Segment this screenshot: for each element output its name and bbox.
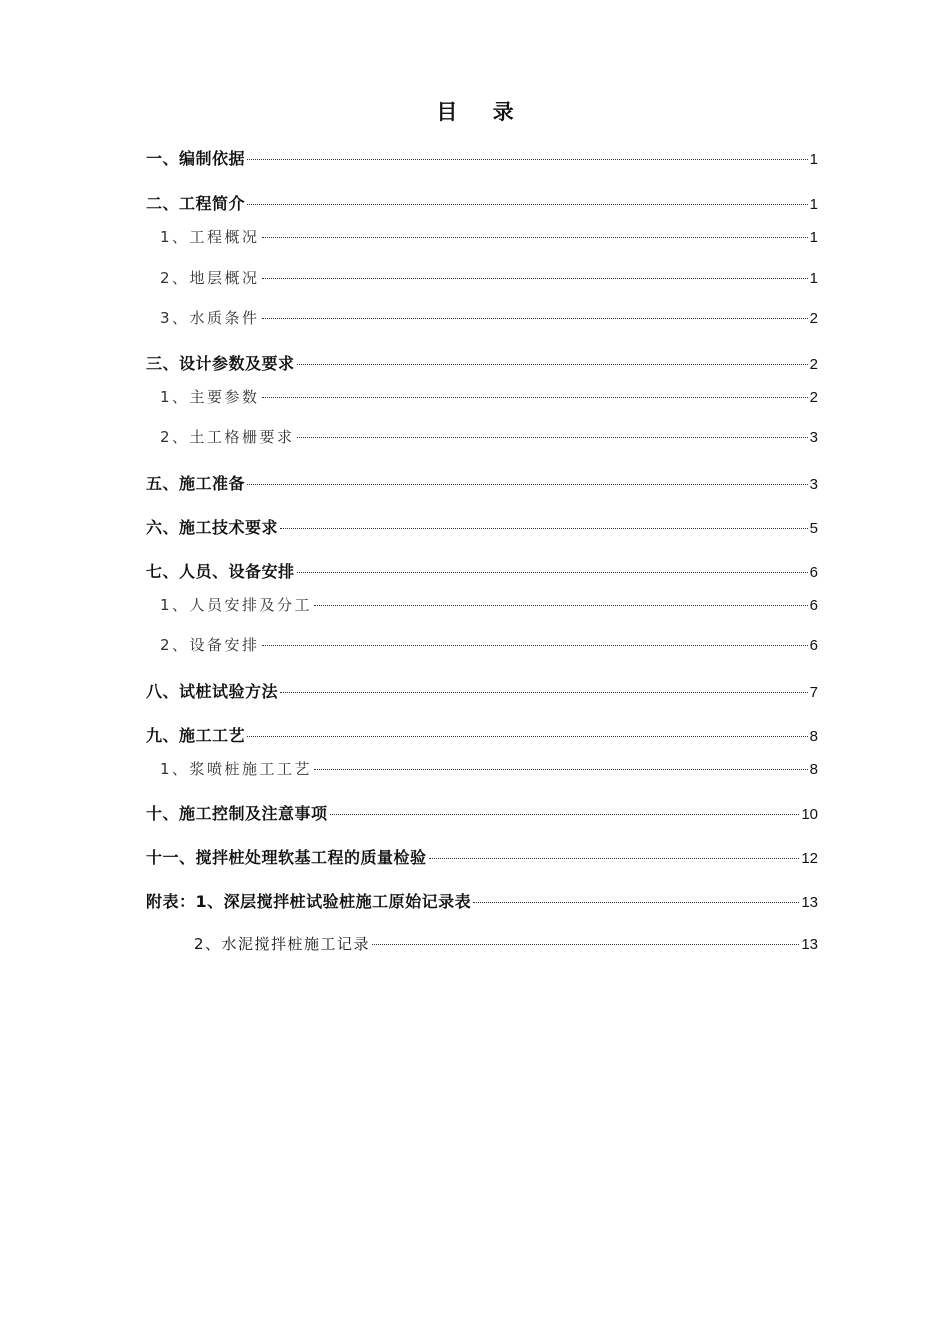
toc-entry-page-number: 5 [809, 520, 818, 537]
toc-entry-page-number: 1 [809, 229, 818, 246]
toc-entry-label: 附表：1、深层搅拌桩试验桩施工原始记录表 [146, 892, 472, 911]
toc-entry-page-number: 12 [801, 850, 818, 867]
toc-entry-page-number: 1 [809, 151, 818, 168]
toc-entry-strata-overview[interactable] [146, 267, 818, 288]
toc-entry-label: 1、工程概况 [160, 228, 260, 246]
dot-leader [262, 397, 808, 398]
toc-entry-label: 七、人员、设备安排 [146, 562, 295, 581]
toc-entry-personnel-assignment[interactable] [146, 594, 818, 615]
dot-leader [297, 437, 808, 438]
dot-leader [262, 237, 808, 238]
toc-entry-page-number: 10 [801, 806, 818, 823]
toc-entry-page-number: 2 [809, 310, 818, 327]
dot-leader [262, 278, 808, 279]
toc-entry-page-number: 1 [809, 196, 818, 213]
dot-leader [247, 204, 808, 205]
toc-entry-label: 十一、搅拌桩处理软基工程的质量检验 [146, 848, 427, 867]
toc-entry-label: 1、人员安排及分工 [160, 596, 313, 614]
toc-entry-construction-control[interactable] [146, 801, 818, 824]
toc-entry-label: 二、工程简介 [146, 194, 246, 213]
dot-leader [297, 364, 808, 365]
toc-entry-page-number: 2 [809, 356, 818, 373]
toc-entry-label: 三、设计参数及要求 [146, 354, 295, 373]
dot-leader [280, 692, 808, 693]
toc-entry-personnel-equipment[interactable] [146, 559, 818, 582]
toc-entry-label: 1、浆喷桩施工工艺 [160, 760, 313, 778]
toc-entry-page-number: 3 [809, 429, 818, 446]
toc-entry-water-conditions[interactable] [146, 307, 818, 328]
dot-leader [280, 528, 808, 529]
toc-entry-equipment-arrangement[interactable] [146, 634, 818, 655]
dot-leader [247, 159, 808, 160]
toc-entry-geogrid-requirements[interactable] [146, 426, 818, 447]
toc-entry-project-overview[interactable] [146, 226, 818, 247]
dot-leader [372, 944, 799, 945]
dot-leader [330, 814, 800, 815]
toc-entry-page-number: 13 [801, 936, 818, 953]
dot-leader [314, 605, 808, 606]
toc-entry-grout-pile-process[interactable] [146, 758, 818, 779]
dot-leader [262, 318, 808, 319]
toc-entry-construction-preparation[interactable] [146, 471, 818, 494]
toc-entry-main-parameters[interactable] [146, 386, 818, 407]
toc-entry-test-pile-method[interactable] [146, 679, 818, 702]
toc-entry-quality-inspection[interactable] [146, 845, 818, 868]
toc-entry-compilation-basis[interactable] [146, 146, 818, 169]
toc-entry-page-number: 2 [809, 389, 818, 406]
toc-entry-appendix-test-pile-record[interactable] [146, 889, 818, 912]
toc-entry-label: 六、施工技术要求 [146, 518, 279, 537]
dot-leader [247, 484, 808, 485]
toc-entry-label: 八、试桩试验方法 [146, 682, 279, 701]
toc-entry-page-number: 3 [809, 476, 818, 493]
dot-leader [314, 769, 808, 770]
toc-entry-page-number: 8 [809, 761, 818, 778]
toc-entry-label: 2、地层概况 [160, 269, 260, 287]
toc-entry-appendix-cement-pile-record[interactable] [146, 933, 818, 954]
toc-entry-page-number: 1 [809, 270, 818, 287]
dot-leader [473, 902, 799, 903]
toc-entry-page-number: 6 [809, 564, 818, 581]
toc-entry-page-number: 13 [801, 894, 818, 911]
toc-entry-label: 3、水质条件 [160, 309, 260, 327]
dot-leader [247, 736, 808, 737]
toc-entry-construction-process[interactable] [146, 723, 818, 746]
toc-entry-label: 2、设备安排 [160, 636, 260, 654]
toc-title: 目 录 [436, 100, 528, 124]
toc-entry-page-number: 8 [809, 728, 818, 745]
dot-leader [297, 572, 808, 573]
toc-entry-page-number: 6 [809, 637, 818, 654]
toc-entry-label: 十、施工控制及注意事项 [146, 804, 328, 823]
dot-leader [429, 858, 800, 859]
toc-entry-page-number: 7 [809, 684, 818, 701]
toc-entry-label: 五、施工准备 [146, 474, 246, 493]
toc-entry-project-brief[interactable] [146, 191, 818, 214]
toc-entry-technical-requirements[interactable] [146, 515, 818, 538]
toc-entry-label: 1、主要参数 [160, 388, 260, 406]
toc-entry-label: 2、土工格栅要求 [160, 428, 295, 446]
toc-entry-label: 九、施工工艺 [146, 726, 246, 745]
toc-entry-label: 2、水泥搅拌桩施工记录 [194, 935, 371, 953]
dot-leader [262, 645, 808, 646]
toc-entry-page-number: 6 [809, 597, 818, 614]
toc-entry-design-parameters[interactable] [146, 351, 818, 374]
toc-entry-label: 一、编制依据 [146, 149, 246, 168]
